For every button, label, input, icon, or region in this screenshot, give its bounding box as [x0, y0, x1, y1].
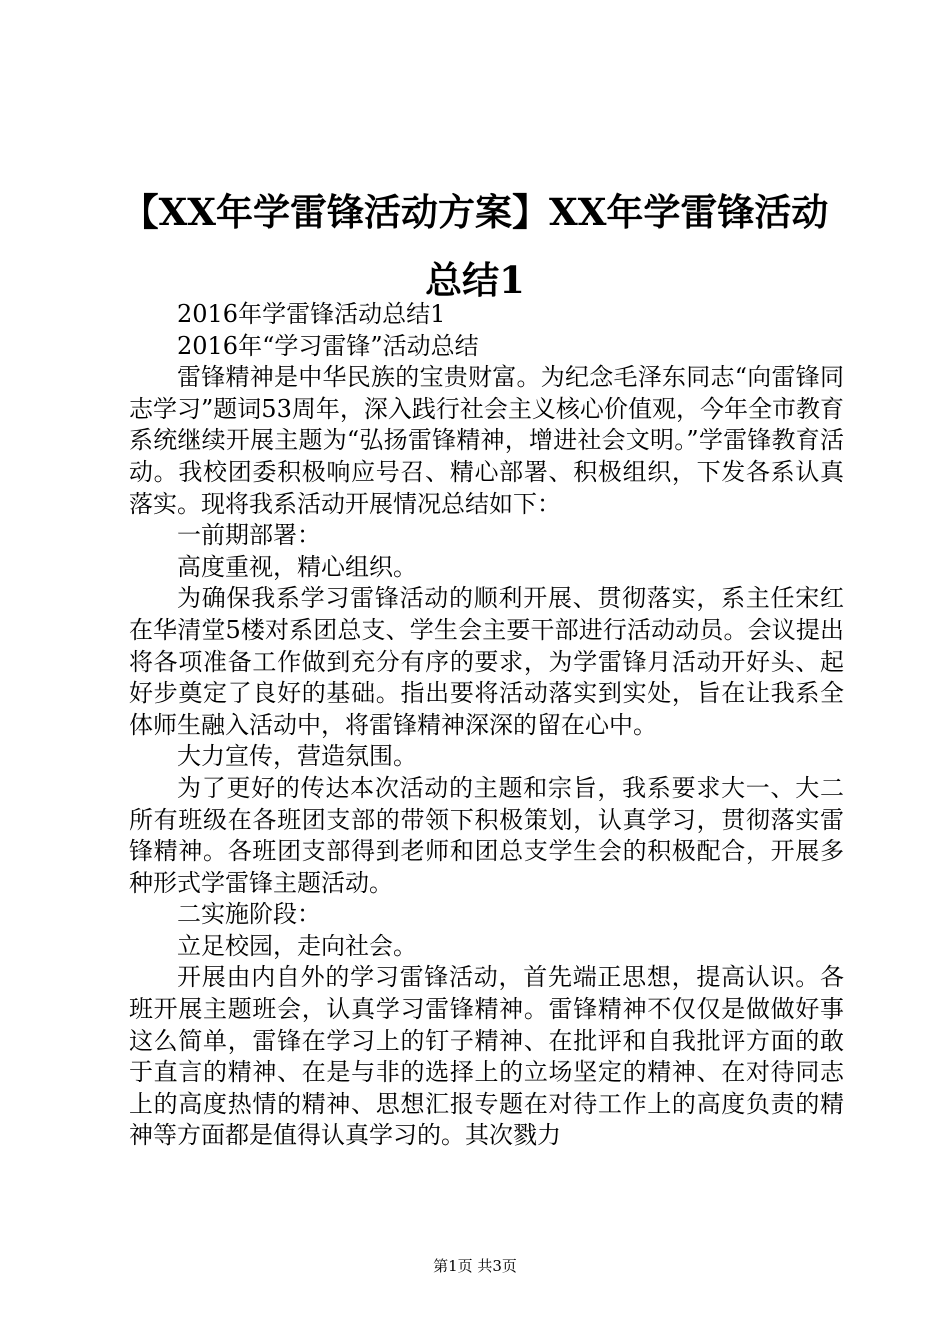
paragraph: 雷锋精神是中华民族的宝贵财富。为纪念毛泽东同志“向雷锋同志学习”题词53周年，深入践行社会主义核心价值观，今年全市教育系统继续开展主题为“弘扬雷锋精神，增进社会文明。”学雷锋教育活动。我校团委积极响应号召、精心部署、积极组织，下发各系认真落实。现将我系活动开展情况总结如下： [129, 363, 844, 518]
paragraph: 二实施阶段： [177, 900, 321, 929]
paragraph: 高度重视，精心组织。 [177, 552, 417, 581]
paragraph: 开展由内自外的学习雷锋活动，首先端正思想，提高认识。各班开展主题班会，认真学习雷锋精神。雷锋精神不仅仅是做做好事这么简单，雷锋在学习上的钉子精神、在批评和自我批评方面的敢于直言的精神、在是与非的选择上的立场坚定的精神、在对待同志上的高度热情的精神、思想汇报专题在对待工作上的高度负责的精神等方面都是值得认真学习的。其次戮力 [129, 963, 844, 1150]
paragraph: 一前期部署： [177, 521, 321, 550]
paragraph: 2016年学雷锋活动总结1 [177, 300, 446, 328]
document-body [129, 299, 844, 1152]
paragraph: 为了更好的传达本次活动的主题和宗旨，我系要求大一、大二所有班级在各班团支部的带领下积极策划，认真学习，贯彻落实雷锋精神。各班团支部得到老师和团总支学生会的积极配合，开展多种形式学雷锋主题活动。 [129, 773, 844, 897]
paragraph: 2016年“学习雷锋”活动总结 [177, 331, 479, 360]
paragraph: 大力宣传，营造氛围。 [177, 742, 417, 771]
paragraph: 为确保我系学习雷锋活动的顺利开展、贯彻落实，系主任宋红在华清堂5楼对系团总支、学生会主要干部进行活动动员。会议提出将各项准备工作做到充分有序的要求，为学雷锋月活动开好头、起好步奠定了良好的基础。指出要将活动落实到实处，旨在让我系全体师生融入活动中，将雷锋精神深深的留在心中。 [129, 584, 844, 739]
document-title: 【XX年学雷锋活动方案】XX年学雷锋活动总结1 [121, 190, 829, 302]
page-number-footer: 第1页 共3页 [433, 1257, 517, 1275]
paragraph: 立足校园，走向社会。 [177, 931, 417, 960]
